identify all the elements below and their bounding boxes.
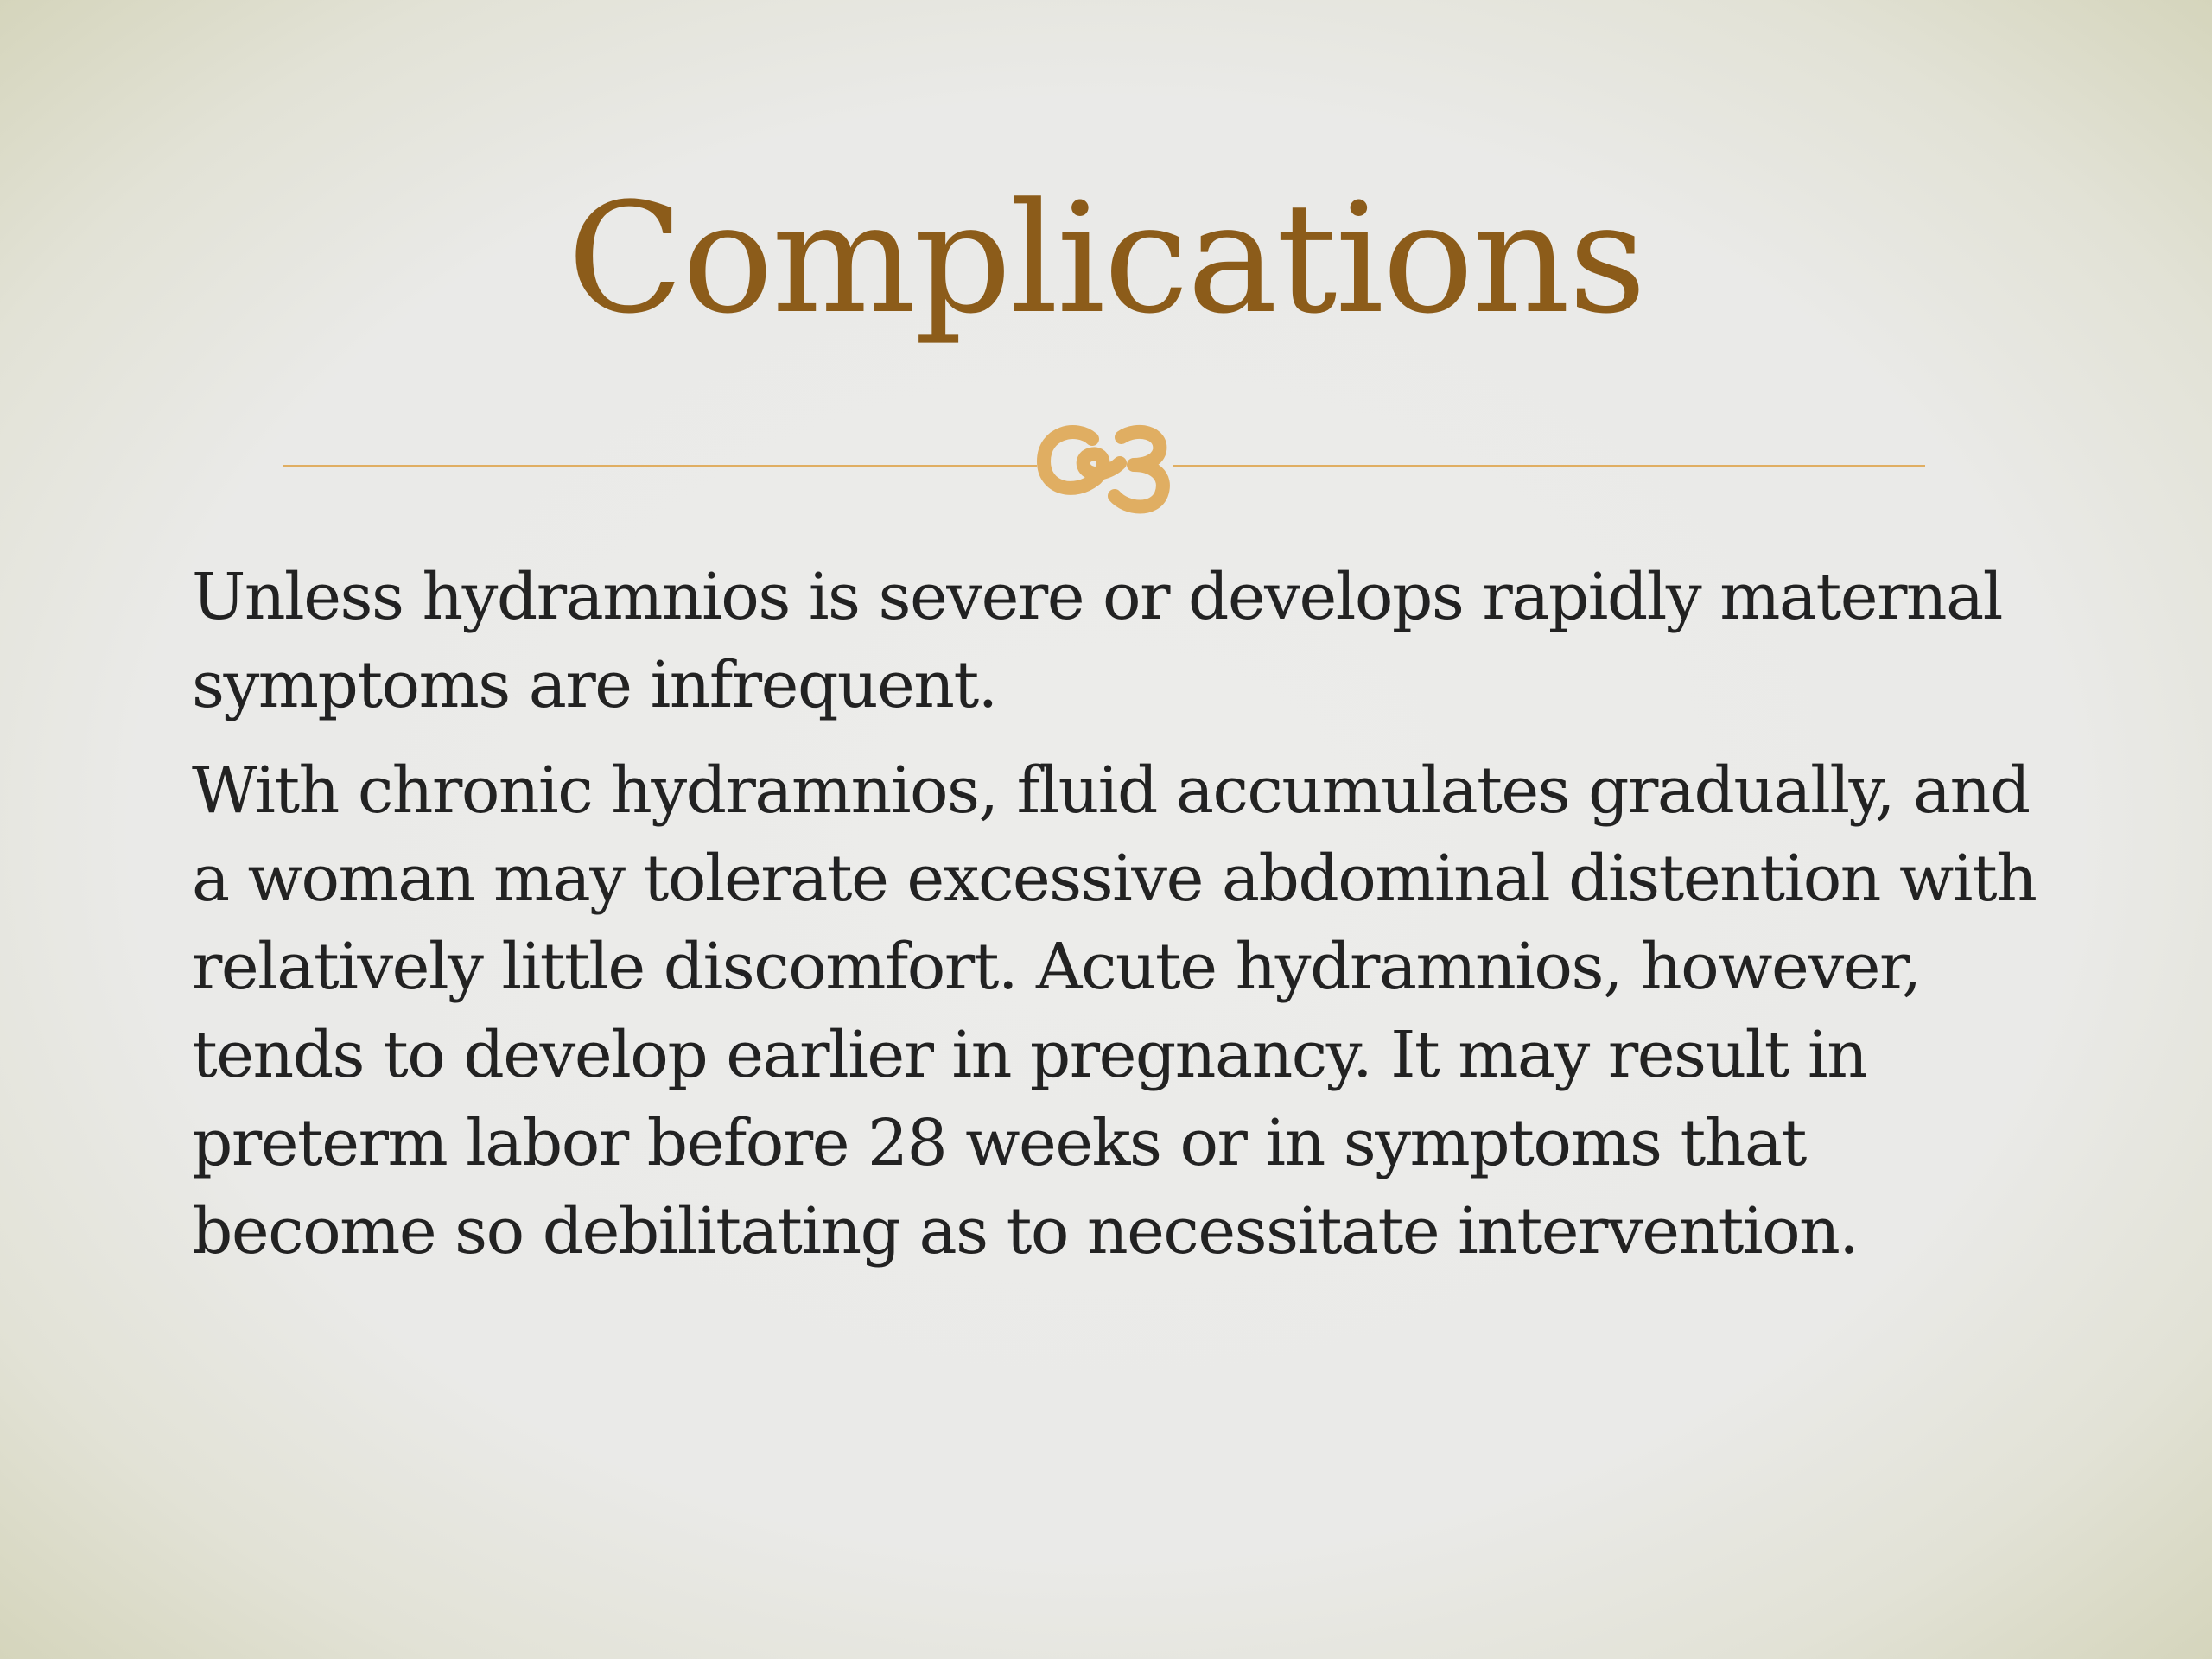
paragraph-1: Unless hydramnios is severe or develops rapidly maternal symptoms are infrequent. — [192, 560, 2002, 722]
title-divider — [283, 406, 1925, 518]
slide-title: Complications — [567, 170, 1645, 347]
paragraph-2: With chronic hydramnios, fluid accumulates gradually, and a woman may tolerate excessive abdominal distention with relatively little discomfort. Acute hydramnios, however, tends to develop earlier in pregnancy. It may result in preterm labor before 28 weeks or in symptoms that become so debilitating as to necessitate intervention. — [192, 753, 2037, 1268]
divider-line-right — [1173, 465, 1925, 467]
slide-body — [192, 553, 2067, 1293]
flourish-icon — [1025, 406, 1185, 518]
divider-line-left — [283, 465, 1037, 467]
